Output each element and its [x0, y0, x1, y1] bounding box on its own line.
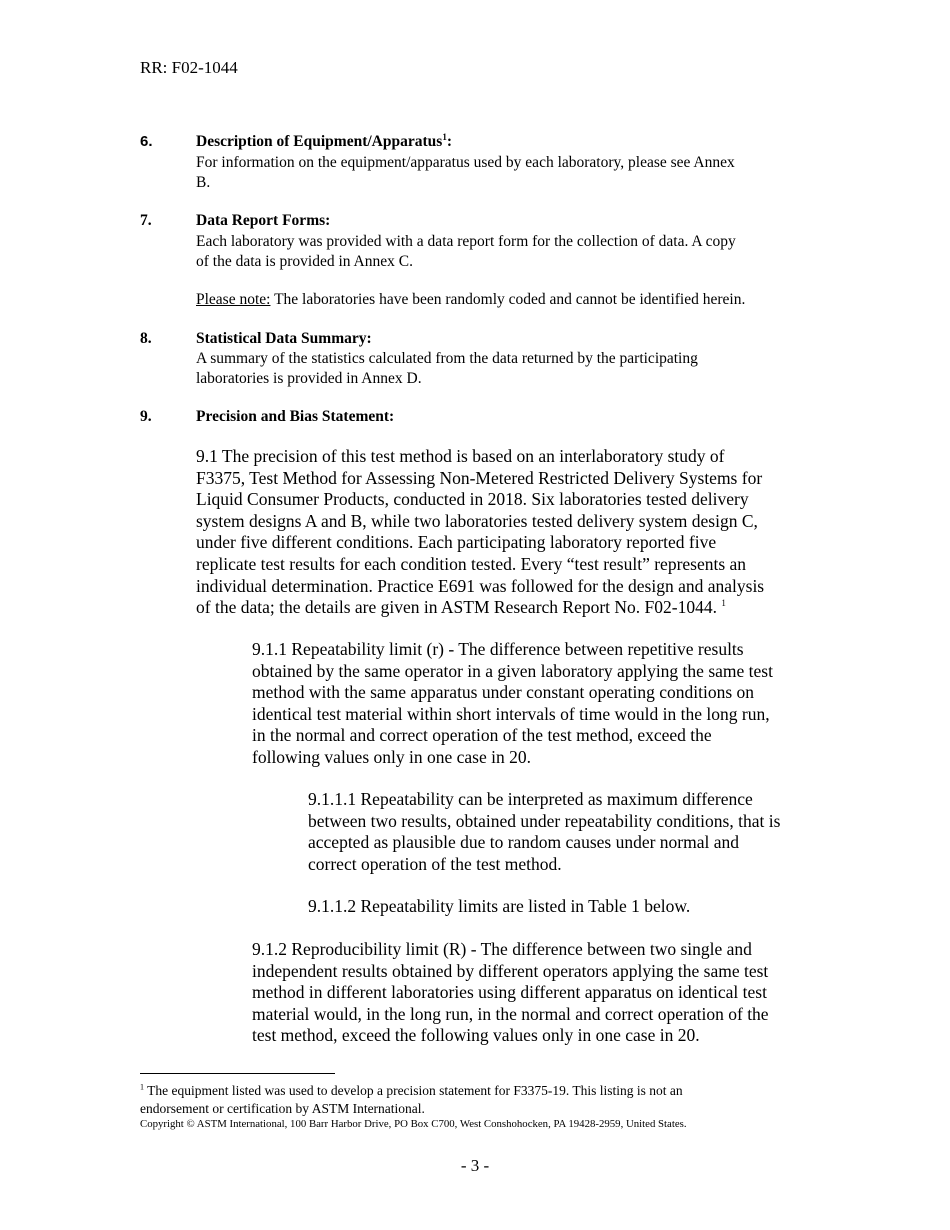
section-7-note: Please note: The laboratories have been randomly coded and cannot be identified herein. — [196, 291, 746, 308]
section-8-number: 8. — [140, 330, 152, 347]
paragraph-9-1-1: 9.1.1 Repeatability limit (r) - The difference between repetitive results obtained by the same operator in a given laboratory applying the same test method with the same apparatus under constant operating conditions on identical test material within short intervals of time would in the long run, in the normal and correct operation of the test method, exceed the following values only in one case in 20. — [252, 639, 773, 767]
section-6-title: Description of Equipment/Apparatus$^1$: — [196, 131, 452, 150]
section-7-number: 7. — [140, 212, 152, 229]
paragraph-9-1: 9.1 The precision of this test method is based on an interlaboratory study of F3375, Test Method for Assessing Non-Metered Restricted Delivery Systems for Liquid Consumer Products, conducted in 2018. Six laboratories tested delivery system designs A and B, while two laboratories tested delivery system design C, under five different conditions. Each participating laboratory reported five replicate test results for each condition tested. Every “test result” represents an individual determination. Practice E691 was followed for the design and analysis of the data; the details are given in ASTM Research Report No. F02-1044. $^1$ — [196, 446, 765, 618]
footnote-ref: 1 — [442, 131, 447, 142]
section-6-body: For information on the equipment/apparatus used by each laboratory, please see Annex B. — [196, 154, 735, 191]
note-label: Please note: — [196, 291, 271, 308]
copyright-line: Copyright © ASTM International, 100 Barr Harbor Drive, PO Box C700, West Conshohocken, PA 19428-2959, United States. — [140, 1118, 687, 1130]
footnote-text: $^1$ The equipment listed was used to develop a precision statement for F3375-19. This listing is not an endorsement or certification by ASTM International. — [140, 1082, 683, 1116]
section-9-number: 9. — [140, 408, 152, 425]
paragraph-9-1-1-1: 9.1.1.1 Repeatability can be interpreted as maximum difference between two results, obtained under repeatability conditions, that is accepted as plausible due to random causes under normal and correct operation of the test method. — [308, 789, 781, 874]
footnote-divider — [140, 1073, 335, 1074]
section-7-title: Data Report Forms: — [196, 212, 331, 229]
paragraph-9-1-1-2: 9.1.1.2 Repeatability limits are listed in Table 1 below. — [308, 896, 691, 916]
footnote-ref: 1 — [721, 598, 726, 609]
section-9-title: Precision and Bias Statement: — [196, 408, 395, 425]
report-id-header: RR: F02-1044 — [140, 58, 238, 77]
page-number: - 3 - — [460, 1156, 490, 1175]
section-6-number: 6. — [140, 133, 153, 150]
footnote-mark: 1 — [140, 1082, 144, 1092]
section-7-body: Each laboratory was provided with a data report form for the collection of data. A copy of the data is provided in Annex C. — [196, 233, 736, 270]
paragraph-9-1-2: 9.1.2 Reproducibility limit (R) - The difference between two single and independent results obtained by different operators applying the same test method in different laboratories using different apparatus on identical test material would, in the long run, in the normal and correct operation of the test method, exceed the following values only in one case in 20. — [252, 939, 769, 1046]
section-8-title: Statistical Data Summary: — [196, 330, 372, 347]
section-8-body: A summary of the statistics calculated from the data returned by the participating laboratories is provided in Annex D. — [196, 350, 698, 387]
